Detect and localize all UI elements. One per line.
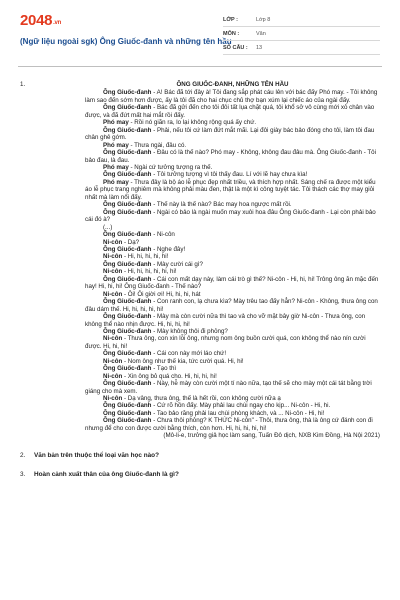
speaker-name: Ông Giuốc-đanh	[103, 275, 152, 283]
dialogue-line	[85, 253, 380, 260]
line-text: - Thưa đây là bộ áo lễ phục đẹp nhất triều, và thích hợp nhất. Sáng chế ra được một kiểu áo lễ phục trang nghiêm mà không phải màu đen, thật là một kì công tuyệt tác. Tôi thách các thợ may giỏi nhất mà làm nổi đấy.	[85, 178, 376, 201]
line-text: - Rồi nó giãn ra, lo lại không rộng quá ấy chứ.	[128, 119, 257, 127]
line-text: - Cái con mất dạy này, làm cái trò gì thế? Ni-côn - Hi, hi, hi! Trông ông ăn mặc đến hay! Hi, hi, hi! Ông Giuốc-đanh - Thế nào?	[85, 275, 379, 291]
question-2	[20, 452, 380, 459]
speaker-name: Ni-côn	[103, 395, 123, 403]
speaker-name: Ông Giuốc-đanh	[103, 171, 152, 179]
dialogue-line	[85, 350, 380, 357]
question-number: 3.	[20, 471, 26, 479]
speaker-name: Ni-côn	[103, 290, 123, 298]
line-text: - Hi, hi, hi, hi, hi!	[122, 253, 169, 261]
speaker-name: Ni-côn	[103, 357, 123, 365]
line-text: - Mày không thôi đi phỏng?	[151, 327, 228, 335]
logo-brand: 2048	[20, 12, 53, 29]
speaker-name: Ông Giuốc-đanh	[103, 350, 152, 358]
document-body	[20, 81, 380, 479]
dialogue-line	[85, 335, 380, 350]
meta-value: Văn	[256, 30, 266, 37]
dialogue-line	[85, 231, 380, 238]
speaker-name: Ni-côn	[103, 253, 123, 261]
line-text: - Phải, nếu tôi cứ làm đứt mắt mãi. Lại đôi giày bác bảo đóng cho tôi, làm tôi đau chân ghê gớm.	[85, 126, 375, 142]
question-number: 2.	[20, 451, 26, 459]
line-text: - Mày cười cái gì?	[151, 260, 203, 268]
meta-key: SỐ CÂU :	[223, 44, 248, 51]
logo-suffix: .vn	[53, 20, 61, 26]
line-text: - Ngài có bảo là ngài muốn may xuôi hoa đâu Ông Giuốc-đanh - Lại còn phải bảo cái đó à?	[85, 208, 376, 224]
question-number: 1.	[20, 81, 26, 88]
dialogue-line	[85, 209, 380, 224]
line-text: - Xin ông bỏ quá cho. Hi, hi, hi, hi!	[122, 372, 217, 380]
line-text: - Tạo thì	[151, 365, 177, 373]
meta-value: Lớp 8	[256, 16, 271, 23]
question-1	[20, 81, 380, 440]
line-text: - Nom ông như thế kia, tức cười quá. Hi, hi!	[122, 357, 244, 365]
dialogue-line	[85, 365, 380, 372]
speaker-name: Ông Giuốc-đanh	[103, 149, 152, 157]
header-divider	[18, 66, 382, 67]
meta-row-subject	[223, 27, 380, 41]
speaker-name: Ông Giuốc-đanh	[103, 104, 152, 112]
speaker-name: Ông Giuốc-đanh	[103, 245, 152, 253]
story-title: ÔNG GIUỐC-ĐANH, NHỮNG TÊN HẦU	[176, 81, 289, 88]
line-text: - Nghe đây!	[151, 245, 186, 253]
dialogue-line	[85, 380, 380, 395]
speaker-name: Phó may	[103, 163, 129, 171]
dialogue-line	[85, 298, 380, 313]
speaker-name: Ông Giuốc-đanh	[103, 402, 152, 410]
speaker-name: Ông Giuốc-đanh	[103, 208, 152, 216]
meta-row-class	[223, 13, 380, 27]
dialogue	[85, 89, 380, 432]
line-text: - Mày mà còn cười nữa thì tao vả cho vỡ mặt bây giờ Ni-côn - Thưa ông, con không thể nào nhịn được. Hi, hi, hi, hi!	[85, 313, 366, 328]
dialogue-line	[85, 104, 380, 119]
meta-key: MÔN :	[223, 30, 240, 37]
meta-table	[223, 13, 380, 55]
speaker-name: Ni-côn	[103, 335, 123, 343]
dialogue-line	[85, 149, 380, 164]
dialogue-line	[85, 171, 380, 178]
line-text: - Tao bảo răng phải lau chùi phòng khách, và ... Ni-côn - Hi, hi!	[151, 409, 325, 417]
speaker-name: Ông Giuốc-đanh	[103, 313, 152, 321]
dialogue-line	[85, 201, 380, 208]
dialogue-line	[85, 268, 380, 275]
line-text: - Tôi tưởng tượng vì tôi thấy đau. Lí với lẽ hay chưa kìa!	[151, 171, 308, 179]
line-text: - Ngài cứ tưởng tượng ra thế.	[128, 163, 213, 171]
speaker-name: Ông Giuốc-đanh	[103, 298, 152, 306]
question-3	[20, 471, 380, 478]
meta-key: LỚP :	[223, 16, 238, 23]
dialogue-line	[85, 246, 380, 253]
line-text: - Chưa thôi phỏng? K THỨC Ni-côn" - Thôi, thưa ông, thà là ông cứ đánh con đi nhưng để cho con được cười bằng thích, còn hơn. Hi, hi, hi, hi, hi!	[85, 417, 373, 432]
question-1-body	[85, 81, 380, 440]
dialogue-line	[85, 328, 380, 335]
line-text: - Thế này là thế nào? Bác may hoa ngược mất rồi.	[151, 201, 292, 209]
speaker-name: Ông Giuốc-đanh	[103, 201, 152, 209]
speaker-name: Phó may	[103, 141, 129, 149]
dialogue-line	[85, 239, 380, 246]
site-logo	[20, 12, 61, 29]
dialogue-line	[85, 402, 380, 409]
line-text: - Ni-côn	[151, 231, 175, 239]
line-text: - Dạ?	[122, 238, 140, 246]
line-text: - Ôi! Ôi giời ơi! Hi, hi, hi, hát	[122, 290, 201, 298]
line-text: - Con ranh con, lạ chưa kìa? Mày trêu tao đấy hẳn? Ni-côn - Không, thưa ông con đâu dám thế. Hi, hi, hi, hi, hi!	[85, 298, 378, 313]
meta-value: 13	[256, 44, 263, 51]
speaker-name: Ông Giuốc-đanh	[103, 126, 152, 134]
line-text: - Thưa ông, con xin lỗi ông, nhưng nom ông buồn cười quá, con không thể nào nín cười được. Hi, hi, hi!	[85, 335, 366, 350]
dialogue-line	[85, 276, 380, 291]
question-text: Hoàn cảnh xuất thân của ông Giuốc-đanh là gì?	[34, 471, 179, 479]
dialogue-line	[85, 127, 380, 142]
speaker-name: Ni-côn	[103, 372, 123, 380]
line-text: - Bác đã gửi đến cho tôi đôi tất lụa chặt quá, tôi khổ sở vô cùng mới xỏ chân vào được, và đã đứt mất hai mắt rồi đấy.	[85, 104, 375, 119]
dialogue-line	[85, 373, 380, 380]
line-text: - Hi, hi, hi, hi, hi, hi!	[122, 268, 177, 276]
line-text: - Này, hễ mày còn cười một tí nào nữa, tạo thế sẽ cho mày một cái tát bằng trời giáng cho mà xem.	[85, 380, 372, 395]
speaker-name: Phó may	[103, 119, 129, 127]
line-text: - Thưa ngài, đâu có.	[128, 141, 187, 149]
dialogue-line	[85, 224, 380, 231]
line-text: - Cứ rõ hồn đấy. Mày phải lau chùi ngay cho kịp... Ni-côn - Hi, hi.	[151, 402, 331, 410]
source-citation: (Mô-li-e, trưởng giả học làm sang, Tuấn Đô dịch, NXB Kim Đồng, Hà Nội 2021)	[163, 432, 380, 440]
dialogue-line	[85, 179, 380, 201]
speaker-name: Ông Giuốc-đanh	[103, 89, 152, 97]
speaker-name: Ông Giuốc-đanh	[103, 365, 152, 373]
speaker-name: Ni-côn	[103, 238, 123, 246]
dialogue-line	[85, 89, 380, 104]
line-text: (...)	[103, 223, 113, 231]
meta-row-count	[223, 41, 380, 55]
speaker-name: Ni-côn	[103, 268, 123, 276]
speaker-name: Ông Giuốc-đanh	[103, 380, 152, 388]
line-text: - A! Bác đã tới đây à! Tôi đang sắp phát cáu lên với bác đấy Phó may. - Tôi không làm sao đến sớm hơn được, ấy là tôi đã cho hai chục chủ thợ bạn xúm lại chiếc áo của ngài đấy.	[85, 89, 378, 104]
speaker-name: Ông Giuốc-đanh	[103, 260, 152, 268]
line-text: - Đâu có là thế nào? Phó may - Không, không đau đâu mà. Ông Giuốc-đanh - Tôi bảo đau, là đau.	[85, 149, 376, 164]
speaker-name: Ông Giuốc-đanh	[103, 231, 152, 239]
speaker-name: Ông Giuốc-đanh	[103, 327, 152, 335]
dialogue-line	[85, 261, 380, 268]
line-text: - Cái con này mới láo chứ!	[151, 350, 227, 358]
dialogue-line	[85, 142, 380, 149]
speaker-name: Ông Giuốc-đanh	[103, 417, 152, 425]
speaker-name: Ông Giuốc-đanh	[103, 409, 152, 417]
dialogue-line	[85, 313, 380, 328]
dialogue-line	[85, 417, 380, 432]
dialogue-line	[85, 119, 380, 126]
speaker-name: Phó may	[103, 178, 129, 186]
line-text: - Dạ vâng, thưa ông, thế là hết rồi, con không cười nữa ạ	[122, 395, 281, 403]
question-text: Văn bản trên thuộc thể loại văn học nào?	[34, 451, 159, 459]
page-title: (Ngữ liệu ngoài sgk) Ông Giuốc-đanh và những tên hầu	[20, 37, 232, 46]
